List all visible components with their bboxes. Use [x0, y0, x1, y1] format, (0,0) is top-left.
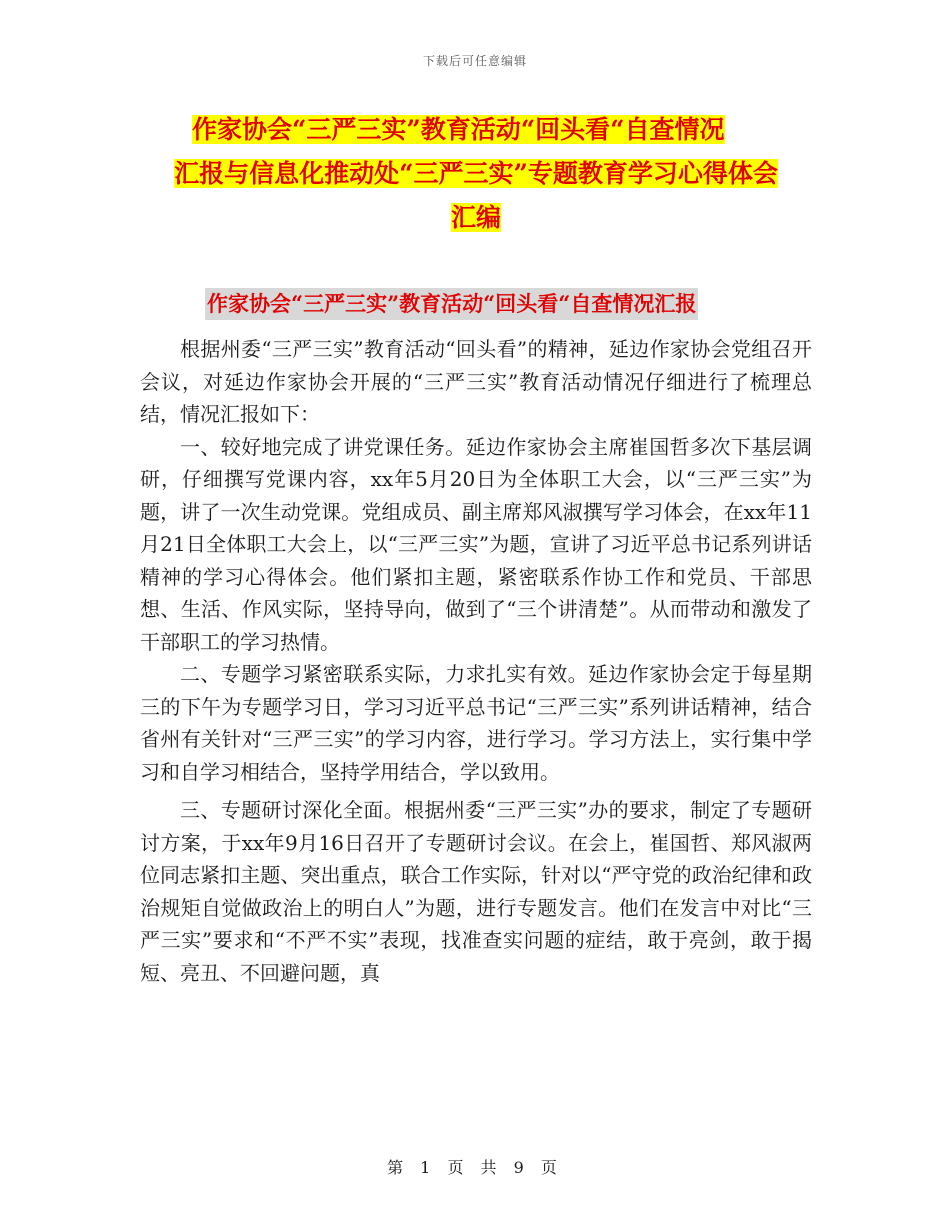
- paragraph-3: 三、专题研讨深化全面。根据州委“三严三实”办的要求，制定了专题研讨方案，于xx年9月16日召开了专题研讨会议。在会上，崔国哲、郑风淑两位同志紧扣主题、突出重点，联合工作实际，针对以“严守党的政治纪律和政治规矩自觉做政治上的明白人”为题，进行专题发言。他们在发言中对比“三严三实”要求和“不严不实”表现，找准查实问题的症结，敢于亮剑，敢于揭短、亮丑、不回避问题，真: [140, 798, 812, 985]
- document-title: [140, 108, 812, 240]
- title-line-3: [140, 196, 812, 240]
- title-line-3-text: 汇编: [450, 203, 501, 232]
- paragraph-intro: 根据州委“三严三实”教育活动“回头看”的精神，延边作家协会党组召开会议，对延边作家协会开展的“三严三实”教育活动情况仔细进行了梳理总结，情况汇报如下：: [140, 337, 812, 426]
- body-text: [140, 333, 812, 989]
- title-line-1-text: 作家协会“三严三实”教育活动“回头看“自查情况: [192, 115, 725, 144]
- section-title: 作家协会“三严三实”教育活动“回头看“自查情况汇报: [205, 288, 698, 320]
- title-line-2: [140, 152, 812, 196]
- header-note: 下载后可任意编辑: [422, 54, 527, 68]
- page-footer: 第 1 页 共 9 页: [387, 1158, 563, 1177]
- paragraph-1: 一、较好地完成了讲党课任务。延边作家协会主席崔国哲多次下基层调研，仔细撰写党课内容，xx年5月20日为全体职工大会，以“三严三实”为题，讲了一次生动党课。党组成员、副主席郑风淑撰写学习体会，在xx年11月21日全体职工大会上，以“三严三实”为题，宣讲了习近平总书记系列讲话精神的学习心得体会。他们紧扣主题，紧密联系作协工作和党员、干部思想、生活、作风实际，坚持导向，做到了“三个讲清楚”。从而带动和激发了干部职工的学习热情。: [140, 434, 812, 654]
- title-line-1: [140, 108, 812, 152]
- paragraph-2: 二、专题学习紧密联系实际，力求扎实有效。延边作家协会定于每星期三的下午为专题学习日，学习习近平总书记“三严三实”系列讲话精神，结合省州有关针对“三严三实”的学习内容，进行学习。学习方法上，实行集中学习和自学习相结合，坚持学用结合，学以致用。: [140, 662, 812, 784]
- title-line-2-text: 汇报与信息化推动处“三严三实”专题教育学习心得体会: [174, 159, 778, 188]
